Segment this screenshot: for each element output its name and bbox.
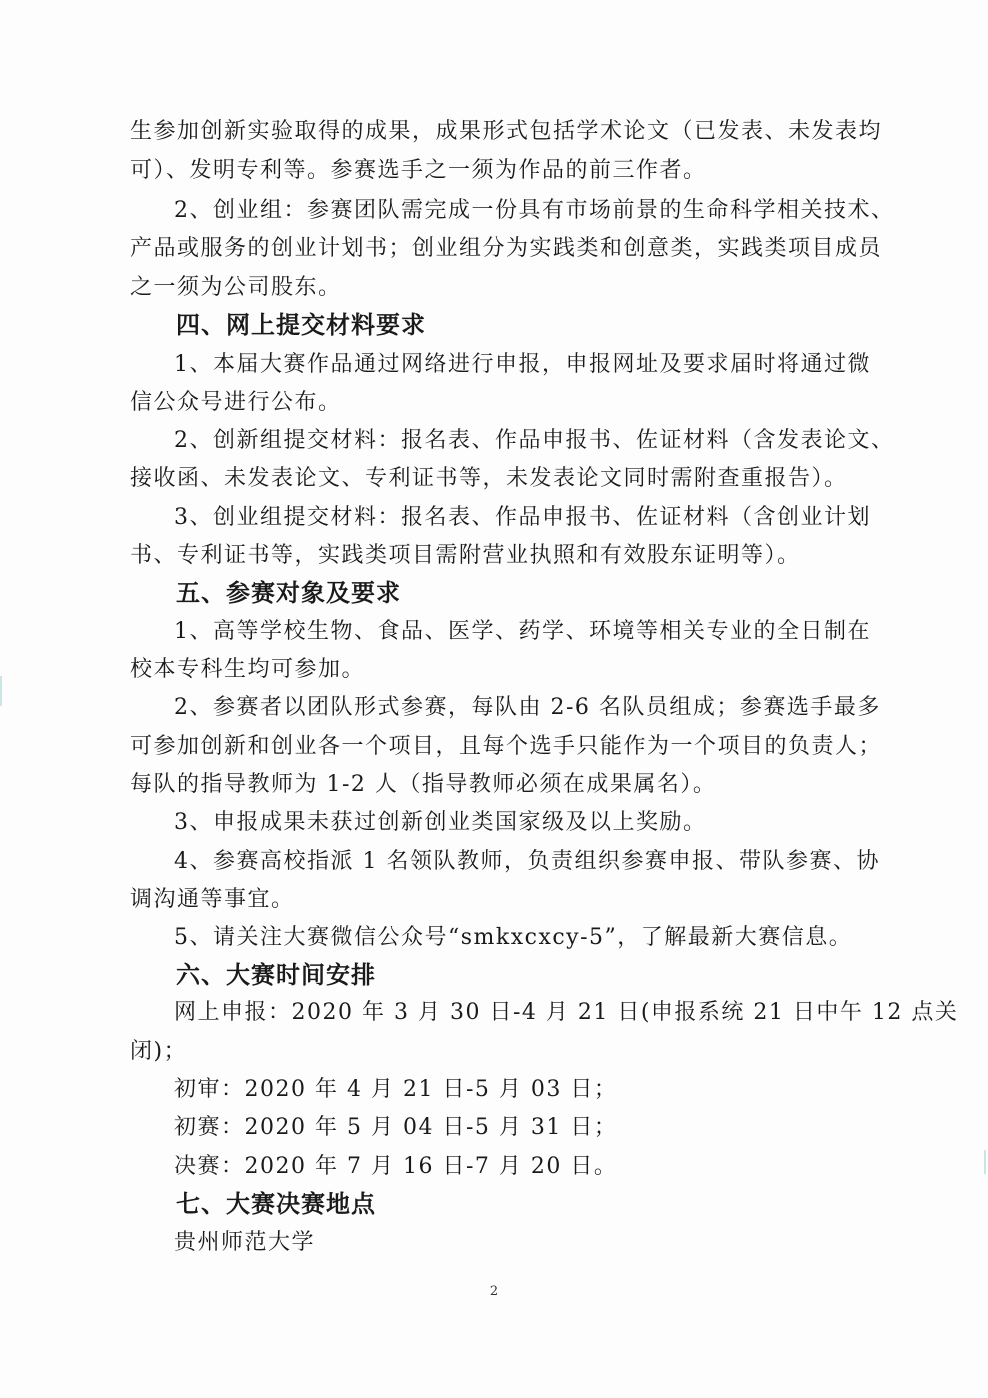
body-line: 生参加创新实验取得的成果，成果形式包括学术论文（已发表、未发表均 bbox=[130, 119, 883, 144]
body-line: 接收函、未发表论文、专利证书等，未发表论文同时需附查重报告）。 bbox=[130, 466, 848, 491]
scan-mark-left bbox=[0, 676, 2, 706]
body-line: 信公众号进行公布。 bbox=[130, 390, 342, 415]
body-line: 5、请关注大赛微信公众号“smkxcxcy-5”，了解最新大赛信息。 bbox=[174, 925, 853, 950]
body-line: 3、申报成果未获过创新创业类国家级及以上奖励。 bbox=[174, 810, 707, 835]
body-line: 书、专利证书等，实践类项目需附营业执照和有效股东证明等）。 bbox=[130, 543, 801, 568]
body-line: 之一须为公司股东。 bbox=[130, 275, 342, 300]
body-line: 每队的指导教师为 1-2 人（指导教师必须在成果属名）。 bbox=[130, 772, 717, 797]
page-number: 2 bbox=[489, 1284, 499, 1299]
body-line: 2、创新组提交材料：报名表、作品申报书、佐证材料（含发表论文、 bbox=[174, 428, 895, 453]
section-heading: 七、大赛决赛地点 bbox=[176, 1190, 376, 1218]
body-line: 1、高等学校生物、食品、医学、药学、环境等相关专业的全日制在 bbox=[174, 619, 871, 644]
body-line: 决赛：2020 年 7 月 16 日-7 月 20 日。 bbox=[174, 1154, 618, 1179]
section-heading: 六、大赛时间安排 bbox=[176, 961, 376, 989]
body-line: 贵州师范大学 bbox=[174, 1230, 316, 1255]
body-line: 4、参赛高校指派 1 名领队教师，负责组织参赛申报、带队参赛、协 bbox=[174, 849, 880, 874]
body-line: 初审：2020 年 4 月 21 日-5 月 03 日； bbox=[174, 1077, 618, 1102]
body-line: 2、创业组：参赛团队需完成一份具有市场前景的生命科学相关技术、 bbox=[174, 198, 895, 223]
body-line: 调沟通等事宜。 bbox=[130, 887, 295, 912]
section-heading: 五、参赛对象及要求 bbox=[176, 579, 401, 607]
body-line: 3、创业组提交材料：报名表、作品申报书、佐证材料（含创业计划 bbox=[174, 505, 871, 530]
body-line: 初赛：2020 年 5 月 04 日-5 月 31 日； bbox=[174, 1115, 618, 1140]
body-line: 校本专科生均可参加。 bbox=[130, 657, 366, 682]
body-line: 产品或服务的创业计划书；创业组分为实践类和创意类，实践类项目成员 bbox=[130, 236, 883, 261]
body-line: 网上申报：2020 年 3 月 30 日-4 月 21 日(申报系统 21 日中午 12 点关 bbox=[174, 1000, 959, 1025]
body-line: 可）、发明专利等。参赛选手之一须为作品的前三作者。 bbox=[130, 158, 707, 183]
body-line: 2、参赛者以团队形式参赛，每队由 2-6 名队员组成；参赛选手最多 bbox=[174, 695, 881, 720]
body-line: 闭)； bbox=[130, 1039, 188, 1064]
scan-mark-right bbox=[984, 1150, 986, 1174]
body-line: 1、本届大赛作品通过网络进行申报，申报网址及要求届时将通过微 bbox=[174, 352, 871, 377]
section-heading: 四、网上提交材料要求 bbox=[176, 311, 426, 339]
body-line: 可参加创新和创业各一个项目，且每个选手只能作为一个项目的负责人； bbox=[130, 734, 883, 759]
